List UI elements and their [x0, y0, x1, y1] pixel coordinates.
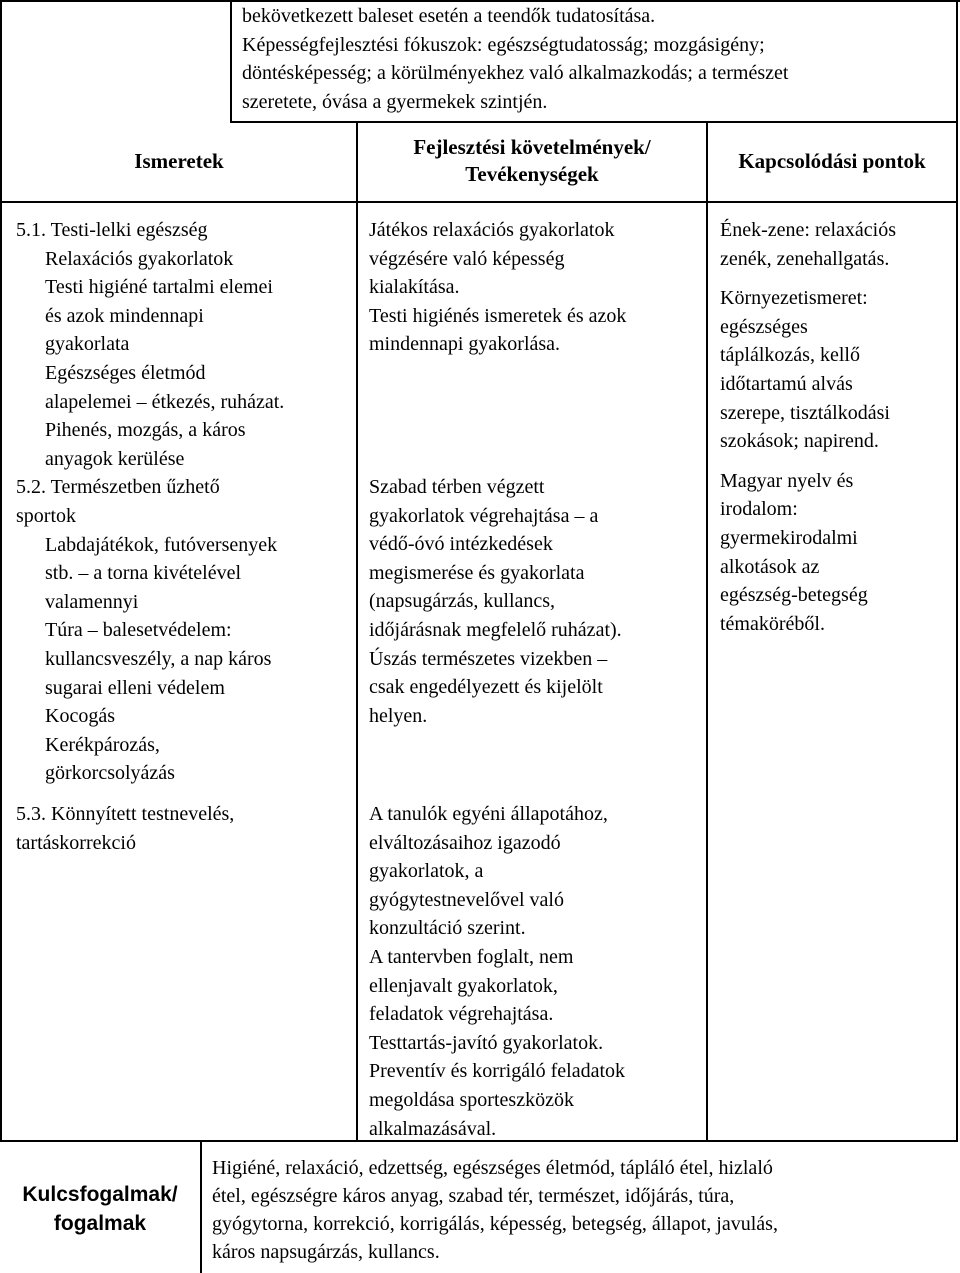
topic-line: görkorcsolyázás	[45, 762, 175, 785]
topic-line: Labdajátékok, futóversenyek	[45, 533, 278, 556]
link-line: szerepe, tisztálkodási	[720, 401, 890, 424]
requirement-line: csak engedélyezett és kijelölt	[369, 676, 603, 699]
fejlesztesi-block-1	[369, 216, 626, 359]
link-line: Magyar nyelv és	[720, 469, 854, 492]
link-line: gyermekirodalmi	[720, 526, 858, 549]
link-kornyezetismeret	[720, 284, 896, 456]
header-row-bottom-border	[0, 201, 958, 203]
requirement-line: Szabad térben végzett	[369, 476, 545, 498]
requirement-line: elváltozásaihoz igazodó	[369, 831, 561, 854]
section-heading: 5.2. Természetben űzhető	[16, 476, 220, 499]
requirement-line: megoldása sporteszközök	[369, 1088, 574, 1111]
section-heading-cont: tartáskorrekció	[16, 831, 136, 854]
section-5-2	[16, 473, 284, 788]
requirement-line: gyakorlatok, a	[369, 860, 484, 883]
topic-line: Kerékpározás,	[45, 733, 160, 756]
topic-line: Testi higiéné tartalmi elemei	[45, 276, 273, 299]
requirement-line: Úszás természetes vizekben –	[369, 647, 608, 670]
kulcsfogalmak-label-line: fogalmak	[53, 1212, 147, 1235]
topic-line: valamennyi	[45, 590, 139, 613]
requirement-line: alkalmazásával.	[369, 1117, 497, 1140]
topic-line: stb. – a torna kivételével	[45, 562, 242, 585]
header-fejlesztesi-line: Fejlesztési követelmények/	[413, 135, 651, 159]
requirement-line: gyakorlatok végrehajtása – a	[369, 504, 599, 527]
kulcsfogalmak-line: káros napsugárzás, kullancs.	[212, 1241, 440, 1263]
requirement-line: megismerése és gyakorlata	[369, 561, 585, 584]
kapcsolodasi-column	[720, 216, 896, 638]
topic-line: alapelemei – étkezés, ruházat.	[45, 390, 285, 413]
kulcsfogalmak-line: étel, egészségre káros anyag, szabad tér, természet, időjárás, túra,	[212, 1185, 735, 1207]
link-line: Ének-zene: relaxációs	[720, 219, 897, 241]
link-enek-zene	[720, 216, 896, 273]
ismeretek-column	[16, 216, 284, 788]
top-row-bottom-border	[230, 121, 958, 123]
link-line: egészség-betegség	[720, 584, 868, 607]
kulcsfogalmak-label-line: Kulcsfogalmak/	[22, 1183, 178, 1206]
header-fejlesztesi	[358, 134, 706, 188]
link-line: alkotások az	[720, 555, 820, 578]
requirement-line: gyógytestnevelővel való	[369, 888, 564, 911]
requirement-line: A tanulók egyéni állapotához,	[369, 803, 608, 825]
requirement-line: időjárásnak megfelelő ruházat).	[369, 618, 622, 641]
top-cell-divider	[230, 0, 232, 122]
top-text-line: szeretete, óvása a gyermekek szintjén.	[242, 90, 548, 113]
requirement-line: mindennapi gyakorlása.	[369, 333, 561, 356]
topic-line: Kocogás	[45, 705, 115, 728]
requirement-line: Preventív és korrigáló feladatok	[369, 1060, 626, 1083]
column-divider-2	[706, 121, 708, 1142]
link-line: zenék, zenehallgatás.	[720, 247, 890, 270]
requirement-line: feladatok végrehajtása.	[369, 1003, 554, 1026]
topic-line: sugarai elleni védelem	[45, 676, 225, 699]
table-right-border	[956, 0, 958, 1142]
topic-line: Túra – balesetvédelem:	[45, 619, 232, 642]
topic-line: gyakorlata	[45, 333, 130, 356]
topic-line: kullancsveszély, a nap káros	[45, 647, 272, 670]
link-line: időtartamú alvás	[720, 372, 853, 395]
requirement-line: Játékos relaxációs gyakorlatok	[369, 219, 615, 241]
kulcs-divider	[200, 1141, 202, 1273]
requirement-line: Testi higiénés ismeretek és azok	[369, 304, 627, 327]
topic-line: és azok mindennapi	[45, 304, 204, 327]
header-kapcsolodasi: Kapcsolódási pontok	[738, 149, 926, 173]
kulcsfogalmak-label	[0, 1180, 200, 1238]
requirement-line: A tantervben foglalt, nem	[369, 945, 574, 968]
column-divider-1	[356, 121, 358, 1142]
kulcsfogalmak-line: Higiéné, relaxáció, edzettség, egészséges életmód, tápláló étel, hizlaló	[212, 1157, 773, 1179]
section-5-3	[16, 800, 234, 857]
top-text-line: bekövetkezett baleset esetén a teendők tudatosítása.	[242, 5, 656, 27]
topic-line: Egészséges életmód	[45, 361, 206, 384]
link-line: szokások; napirend.	[720, 430, 879, 453]
link-line: Környezetismeret:	[720, 287, 868, 310]
requirement-line: végzésére való képesség	[369, 247, 565, 270]
requirement-line: konzultáció szerint.	[369, 917, 526, 940]
requirement-line: ellenjavalt gyakorlatok,	[369, 974, 558, 997]
fejlesztesi-block-2	[369, 473, 622, 730]
link-line: táplálkozás, kellő	[720, 344, 860, 367]
section-heading: 5.1. Testi-lelki egészség	[16, 219, 208, 241]
top-text-line: döntésképesség; a körülményekhez való alkalmazkodás; a természet	[242, 62, 789, 85]
requirement-line: Testtartás-javító gyakorlatok.	[369, 1031, 604, 1054]
header-ismeretek: Ismeretek	[134, 149, 224, 173]
requirement-line: helyen.	[369, 704, 428, 727]
topic-line: Pihenés, mozgás, a káros	[45, 419, 246, 442]
requirement-line: kialakítása.	[369, 276, 460, 299]
link-line: témaköréből.	[720, 612, 825, 635]
section-5-1	[16, 216, 284, 473]
link-line: irodalom:	[720, 498, 798, 521]
kulcsfogalmak-text	[212, 1154, 778, 1266]
fejlesztesi-block-3	[369, 800, 625, 1143]
link-line: egészséges	[720, 315, 808, 338]
section-heading: 5.3. Könnyített testnevelés,	[16, 803, 235, 825]
requirement-line: (napsugárzás, kullancs,	[369, 590, 556, 613]
header-fejlesztesi-line: Tevékenységek	[465, 162, 599, 186]
requirement-line: védő-óvó intézkedések	[369, 533, 553, 556]
top-text	[242, 2, 788, 116]
link-magyar-nyelv	[720, 467, 896, 639]
topic-line: Relaxációs gyakorlatok	[45, 247, 234, 270]
kulcsfogalmak-line: gyógytorna, korrekció, korrigálás, képesség, betegség, állapot, javulás,	[212, 1213, 778, 1235]
top-text-line: Képességfejlesztési fókuszok: egészségtudatosság; mozgásigény;	[242, 33, 765, 56]
topic-line: anyagok kerülése	[45, 447, 185, 470]
section-heading-cont: sportok	[16, 504, 76, 527]
